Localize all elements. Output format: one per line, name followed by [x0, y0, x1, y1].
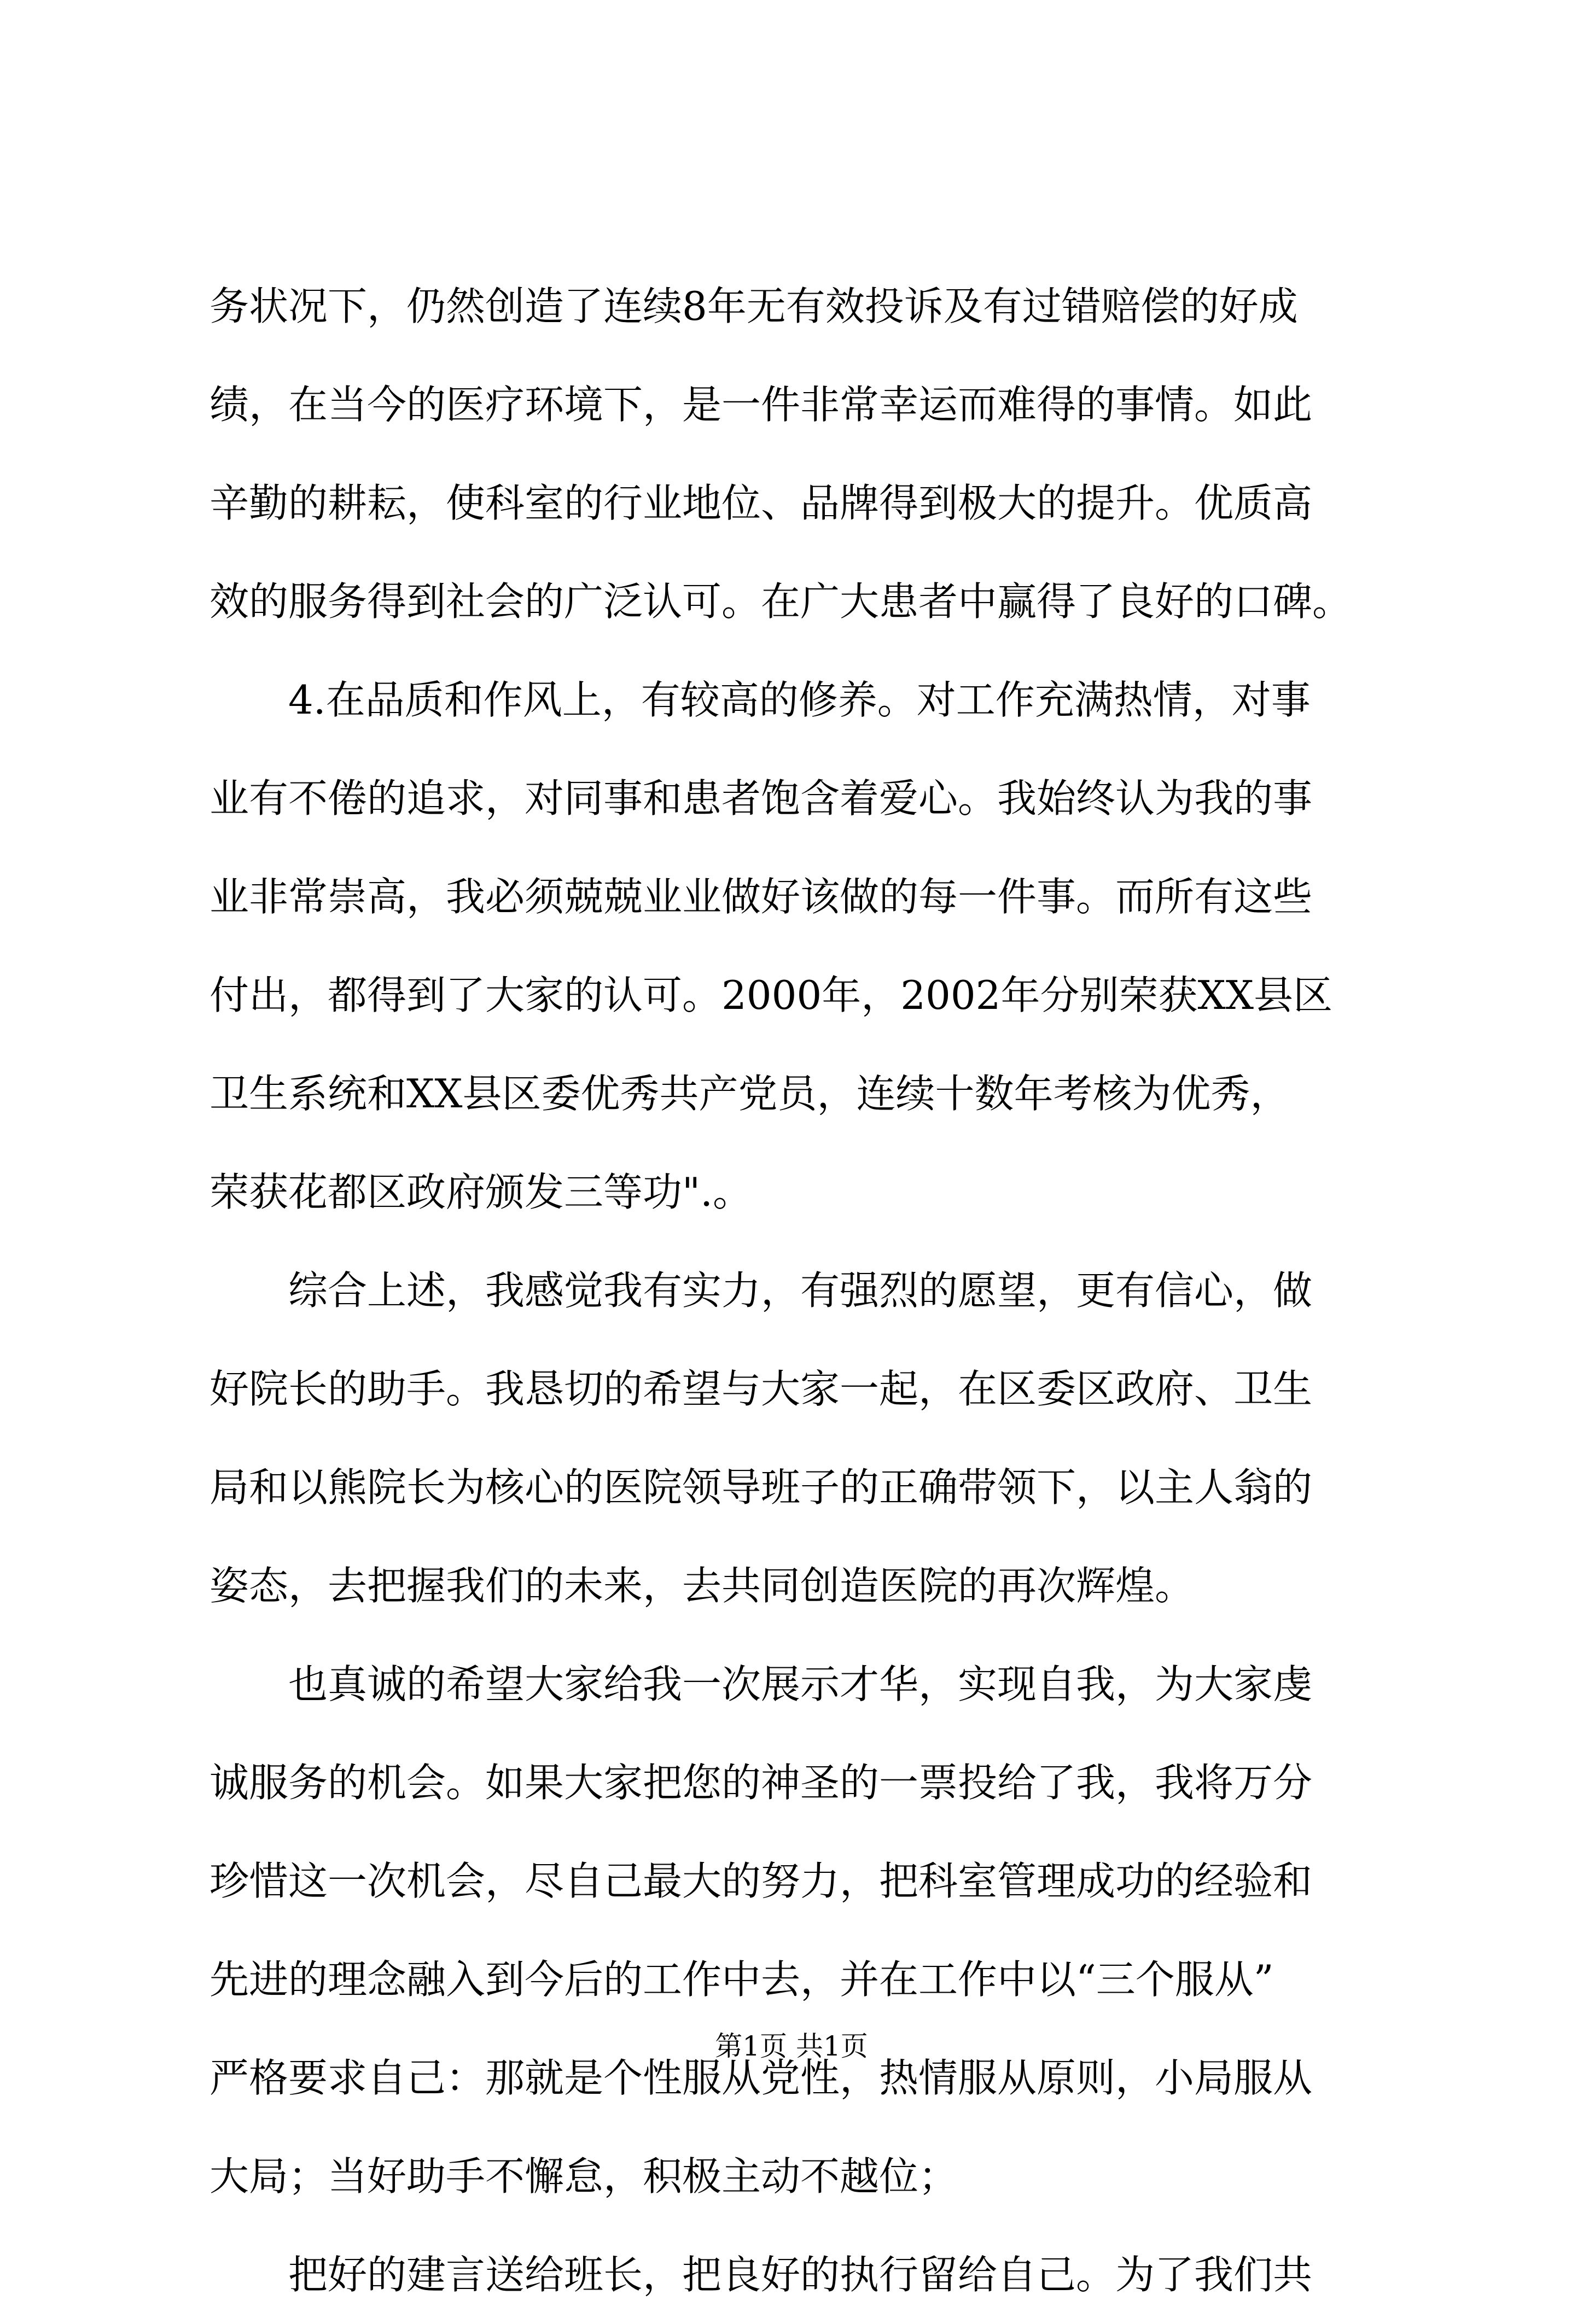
text-line: 综合上述，我感觉我有实力，有强烈的愿望，更有信心，做	[209, 1268, 1313, 1313]
text-line: 4.在品质和作风上，有较高的修养。对工作充满热情，对事	[209, 677, 1311, 723]
document-body	[209, 257, 1380, 2324]
text-line: 效的服务得到社会的广泛认可。在广大患者中赢得了良好的口碑。	[209, 579, 1352, 624]
text-line: 也真诚的希望大家给我一次展示才华，实现自我，为大家虔	[209, 1661, 1313, 1707]
text-line: 珍惜这一次机会，尽自己最大的努力，把科室管理成功的经验和	[209, 1858, 1313, 1904]
text-line: 诚服务的机会。如果大家把您的神圣的一票投给了我，我将万分	[209, 1760, 1313, 1806]
page-number-label: 第1页 共1页	[715, 2030, 868, 2062]
text-line: 务状况下，仍然创造了连续8年无有效投诉及有过错赔偿的好成	[209, 283, 1298, 329]
text-line: 姿态，去把握我们的未来，去共同创造医院的再次辉煌。	[209, 1563, 1195, 1609]
text-line: 好院长的助手。我恳切的希望与大家一起，在区委区政府、卫生	[209, 1366, 1313, 1412]
text-line: 绩，在当今的医疗环境下，是一件非常幸运而难得的事情。如此	[209, 382, 1313, 428]
page-footer	[0, 2024, 1583, 2068]
text-line: 局和以熊院长为核心的医院领导班子的正确带领下，以主人翁的	[209, 1464, 1313, 1510]
text-line: 业非常崇高，我必须兢兢业业做好该做的每一件事。而所有这些	[209, 874, 1313, 920]
text-line: 辛勤的耕耘，使科室的行业地位、品牌得到极大的提升。优质高	[209, 480, 1313, 526]
text-line: 荣获花都区政府颁发三等功".。	[209, 1169, 753, 1215]
text-line: 卫生系统和XX县区委优秀共产党员，连续十数年考核为优秀，	[209, 1071, 1290, 1117]
text-line: 大局；当好助手不懈怠，积极主动不越位；	[209, 2153, 958, 2199]
text-line: 严格要求自己：那就是个性服从党性，热情服从原则，小局服从	[209, 2055, 1313, 2101]
text-line: 业有不倦的追求，对同事和患者饱含着爱心。我始终认为我的事	[209, 775, 1313, 821]
text-line: 先进的理念融入到今后的工作中去，并在工作中以“三个服从”	[209, 1957, 1274, 2002]
text-line: 把好的建言送给班长，把良好的执行留给自己。为了我们共	[209, 2252, 1313, 2298]
text-line: 付出，都得到了大家的认可。2000年，2002年分别荣获XX县区	[209, 972, 1332, 1018]
